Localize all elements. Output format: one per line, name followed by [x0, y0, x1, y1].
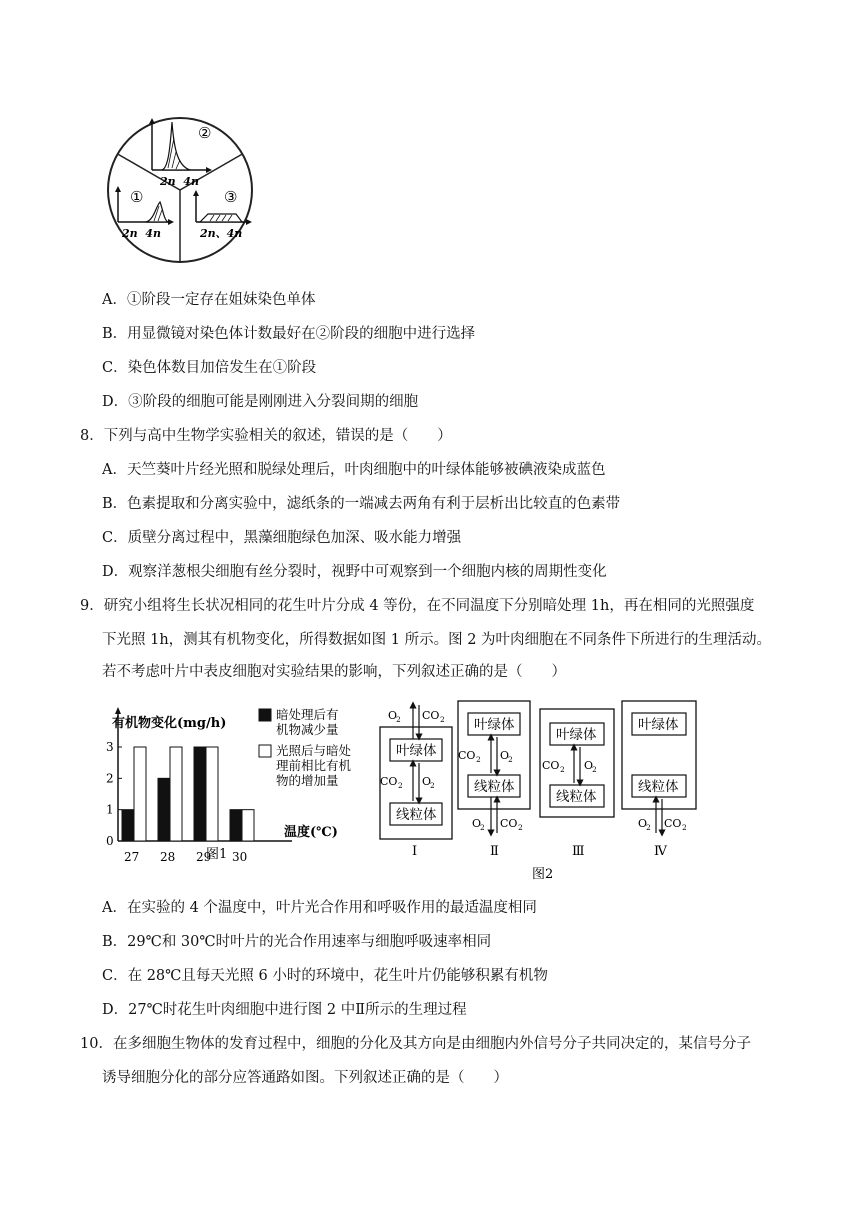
- legend-label: 暗处理后有: [276, 707, 339, 722]
- leaf-cell-process-diagram: [376, 697, 706, 887]
- cell-cycle-circle-figure: [100, 110, 260, 270]
- mitochondrion-label: 线粒体: [556, 789, 597, 805]
- co2-label: CO: [500, 817, 518, 830]
- co2-label: CO: [664, 817, 682, 830]
- mitochondrion-label: 线粒体: [638, 779, 679, 795]
- q7-option-a: A．①阶段一定存在姐妹染色单体: [102, 292, 316, 308]
- o2-label: O: [584, 759, 594, 772]
- mitochondrion-label: 线粒体: [474, 779, 515, 795]
- bar: [230, 810, 242, 841]
- chloroplast-label: 叶绿体: [474, 717, 515, 733]
- co2-label: CO: [380, 775, 398, 788]
- o2-label: O: [472, 817, 482, 830]
- y-tick-label: 3: [106, 740, 114, 754]
- pie-axis-1: 2n 4n: [122, 227, 161, 240]
- q10-stem-line-1: 10．在多细胞生物体的发育过程中，细胞的分化及其方向是由细胞内外信号分子共同决定的，某信号分子: [80, 1036, 751, 1052]
- fig2-caption: 图2: [532, 867, 554, 882]
- pie-label-3: ③: [224, 188, 238, 206]
- chart-x-axis-label: 温度(℃): [284, 825, 338, 840]
- q9-stem-line-2: 下光照 1h，测其有机物变化，所得数据如图 1 所示。图 2 为叶肉细胞在不同条件下所进行的生理活动。: [102, 632, 772, 648]
- subscript-2: 2: [430, 781, 435, 790]
- subscript-2: 2: [682, 823, 687, 832]
- q7-option-c: C．染色体数目加倍发生在①阶段: [102, 360, 317, 376]
- panel-label: Ⅰ: [412, 844, 418, 859]
- subscript-2: 2: [398, 781, 403, 790]
- q9-option-b: B．29℃和 30℃时叶片的光合作用速率与细胞呼吸速率相同: [102, 934, 492, 950]
- chloroplast-label: 叶绿体: [638, 717, 679, 733]
- bar: [206, 747, 218, 841]
- subscript-2: 2: [508, 755, 513, 764]
- legend-label: 光照后与暗处: [276, 743, 352, 758]
- x-tick-label: 28: [160, 850, 176, 864]
- subscript-2: 2: [480, 823, 485, 832]
- y-axis-arrow: [115, 707, 121, 714]
- chloroplast-label: 叶绿体: [396, 743, 437, 759]
- q9-option-d: D．27℃时花生叶肉细胞中进行图 2 中Ⅱ所示的生理过程: [102, 1002, 467, 1018]
- panel-label: Ⅲ: [572, 844, 585, 859]
- x-tick-label: 29: [196, 850, 212, 864]
- subscript-2: 2: [440, 715, 445, 724]
- mitochondrion-label: 线粒体: [396, 807, 437, 823]
- q7-option-d: D．③阶段的细胞可能是刚刚进入分裂间期的细胞: [102, 394, 419, 410]
- pie-axis-2: 2n 4n: [160, 175, 199, 188]
- q8-option-b: B．色素提取和分离实验中，滤纸条的一端减去两角有利于层析出比较直的色素带: [102, 496, 621, 512]
- q9-stem-line-1: 9．研究小组将生长状况相同的花生叶片分成 4 等份，在不同温度下分别暗处理 1h，再在相同的光照强度: [80, 598, 755, 614]
- subscript-2: 2: [476, 755, 481, 764]
- panel-label: Ⅱ: [490, 844, 499, 859]
- y-tick-label: 2: [106, 771, 114, 786]
- q8-option-d: D．观察洋葱根尖细胞有丝分裂时，视野中可观察到一个细胞内核的周期性变化: [102, 564, 607, 580]
- bar: [122, 810, 134, 841]
- bar: [134, 747, 146, 841]
- chart-caption: 图1: [206, 847, 228, 862]
- o2-label: O: [500, 749, 510, 762]
- chart-y-axis-label: 有机物变化(mg/h): [112, 716, 227, 731]
- o2-label: O: [388, 709, 398, 722]
- panel-label: Ⅳ: [654, 844, 667, 859]
- legend-label: 机物减少量: [276, 722, 339, 737]
- y-tick-label: 0: [106, 834, 114, 848]
- bar: [194, 747, 206, 841]
- q8-stem: 8．下列与高中生物学实验相关的叙述，错误的是（ ）: [80, 428, 452, 444]
- organic-matter-bar-chart: [96, 697, 366, 887]
- o2-label: O: [638, 817, 648, 830]
- subscript-2: 2: [592, 765, 597, 774]
- pie-label-1: ①: [130, 188, 144, 206]
- pie-label-2: ②: [198, 124, 212, 142]
- y-tick-label: 1: [106, 802, 114, 817]
- co2-label: CO: [458, 749, 476, 762]
- bar: [170, 747, 182, 841]
- x-tick-label: 30: [232, 850, 248, 864]
- bar: [242, 810, 254, 841]
- q9-option-c: C．在 28℃且每天光照 6 小时的环境中，花生叶片仍能够积累有机物: [102, 968, 548, 984]
- legend-label: 物的增加量: [276, 773, 339, 788]
- q9-stem-line-3: 若不考虑叶片中表皮细胞对实验结果的影响，下列叙述正确的是（ ）: [102, 664, 566, 680]
- o2-label: O: [422, 775, 432, 788]
- subscript-2: 2: [560, 765, 565, 774]
- co2-label: CO: [542, 759, 560, 772]
- subscript-2: 2: [518, 823, 523, 832]
- q7-option-b: B．用显微镜对染色体计数最好在②阶段的细胞中进行选择: [102, 326, 476, 342]
- q9-option-a: A．在实验的 4 个温度中，叶片光合作用和呼吸作用的最适温度相同: [102, 900, 537, 916]
- chloroplast-label: 叶绿体: [556, 727, 597, 743]
- q8-option-a: A．天竺葵叶片经光照和脱绿处理后，叶肉细胞中的叶绿体能够被碘液染成蓝色: [102, 462, 606, 478]
- legend-swatch: [259, 745, 271, 757]
- pie-axis-3: 2n、4n: [200, 227, 243, 240]
- legend-swatch: [259, 709, 271, 721]
- subscript-2: 2: [646, 823, 651, 832]
- q8-option-c: C．质壁分离过程中，黑藻细胞绿色加深、吸水能力增强: [102, 530, 462, 546]
- q10-stem-line-2: 诱导细胞分化的部分应答通路如图。下列叙述正确的是（ ）: [102, 1070, 508, 1086]
- x-tick-label: 27: [124, 850, 140, 864]
- subscript-2: 2: [396, 715, 401, 724]
- legend-label: 理前相比有机: [276, 758, 352, 773]
- bar: [158, 778, 170, 841]
- co2-label: CO: [422, 709, 440, 722]
